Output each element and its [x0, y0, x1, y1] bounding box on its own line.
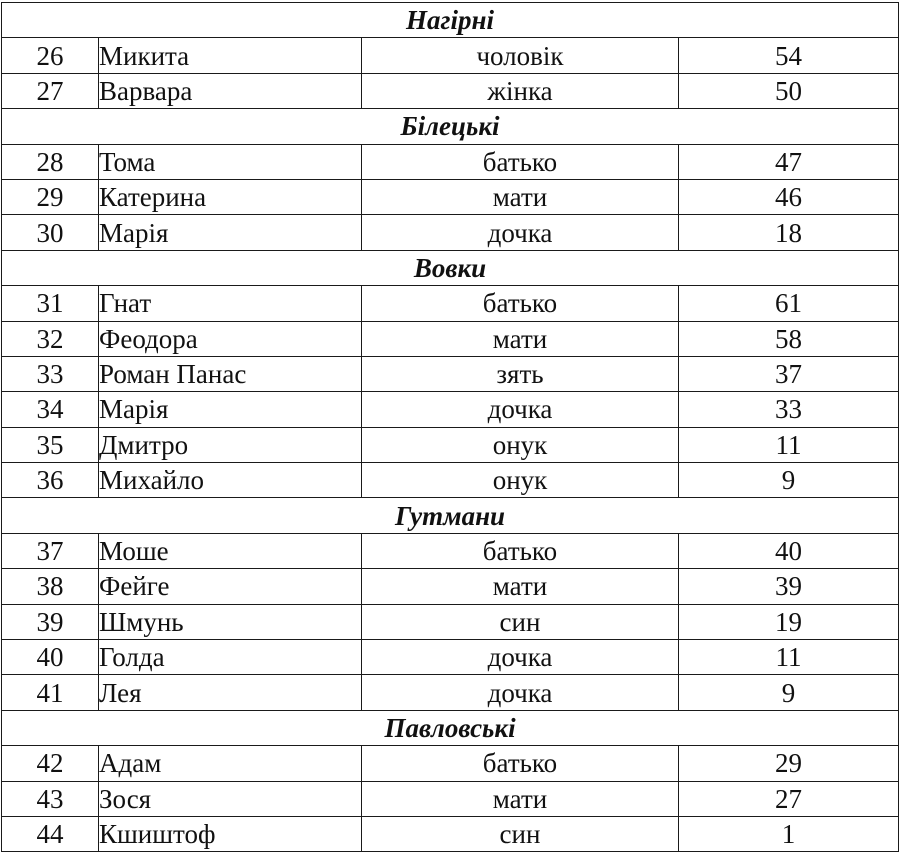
person-name: Дмитро — [99, 427, 362, 462]
row-number: 31 — [2, 286, 99, 321]
family-name: Гутмани — [2, 498, 899, 533]
table-row — [2, 73, 899, 108]
table-row — [2, 569, 899, 604]
family-role: син — [362, 816, 679, 851]
person-name: Адам — [99, 746, 362, 781]
family-role: онук — [362, 427, 679, 462]
table-row — [2, 144, 899, 179]
table-row — [2, 392, 899, 427]
row-number: 26 — [2, 38, 99, 73]
person-name: Тома — [99, 144, 362, 179]
table-row — [2, 179, 899, 214]
table-row — [2, 356, 899, 391]
row-number: 39 — [2, 604, 99, 639]
family-role: батько — [362, 746, 679, 781]
person-name: Зося — [99, 781, 362, 816]
household-table — [1, 2, 899, 852]
person-age: 40 — [679, 533, 899, 568]
person-name: Катерина — [99, 179, 362, 214]
family-name: Нагірні — [2, 3, 899, 38]
person-age: 46 — [679, 179, 899, 214]
table-row — [2, 640, 899, 675]
family-role: дочка — [362, 640, 679, 675]
row-number: 35 — [2, 427, 99, 462]
row-number: 29 — [2, 179, 99, 214]
table-row — [2, 427, 899, 462]
family-header-row — [2, 498, 899, 533]
person-name: Микита — [99, 38, 362, 73]
person-name: Варвара — [99, 73, 362, 108]
row-number: 43 — [2, 781, 99, 816]
family-header-row — [2, 250, 899, 285]
person-name: Фейге — [99, 569, 362, 604]
family-role: жінка — [362, 73, 679, 108]
family-role: мати — [362, 569, 679, 604]
table-row — [2, 781, 899, 816]
family-name: Павловські — [2, 710, 899, 745]
person-name: Гнат — [99, 286, 362, 321]
family-role: зять — [362, 356, 679, 391]
person-name: Феодора — [99, 321, 362, 356]
table-row — [2, 286, 899, 321]
person-name: Лея — [99, 675, 362, 710]
person-age: 9 — [679, 675, 899, 710]
family-role: мати — [362, 179, 679, 214]
row-number: 30 — [2, 215, 99, 250]
family-role: чоловік — [362, 38, 679, 73]
person-age: 27 — [679, 781, 899, 816]
person-age: 11 — [679, 427, 899, 462]
row-number: 40 — [2, 640, 99, 675]
row-number: 42 — [2, 746, 99, 781]
table-row — [2, 746, 899, 781]
person-name: Шмунь — [99, 604, 362, 639]
family-role: дочка — [362, 215, 679, 250]
person-age: 1 — [679, 816, 899, 851]
family-role: батько — [362, 286, 679, 321]
person-age: 47 — [679, 144, 899, 179]
row-number: 33 — [2, 356, 99, 391]
person-age: 33 — [679, 392, 899, 427]
family-name: Білецькі — [2, 109, 899, 144]
table-row — [2, 533, 899, 568]
row-number: 34 — [2, 392, 99, 427]
household-table-body — [2, 3, 899, 852]
row-number: 37 — [2, 533, 99, 568]
table-row — [2, 38, 899, 73]
person-age: 37 — [679, 356, 899, 391]
person-age: 11 — [679, 640, 899, 675]
person-age: 61 — [679, 286, 899, 321]
family-header-row — [2, 109, 899, 144]
row-number: 32 — [2, 321, 99, 356]
person-name: Голда — [99, 640, 362, 675]
person-name: Марія — [99, 392, 362, 427]
family-role: онук — [362, 463, 679, 498]
person-age: 39 — [679, 569, 899, 604]
family-role: батько — [362, 533, 679, 568]
row-number: 38 — [2, 569, 99, 604]
person-name: Кшиштоф — [99, 816, 362, 851]
family-role: дочка — [362, 675, 679, 710]
person-age: 19 — [679, 604, 899, 639]
row-number: 41 — [2, 675, 99, 710]
person-age: 29 — [679, 746, 899, 781]
person-age: 50 — [679, 73, 899, 108]
row-number: 28 — [2, 144, 99, 179]
person-age: 9 — [679, 463, 899, 498]
row-number: 44 — [2, 816, 99, 851]
table-row — [2, 463, 899, 498]
family-role: мати — [362, 781, 679, 816]
person-name: Моше — [99, 533, 362, 568]
family-role: мати — [362, 321, 679, 356]
row-number: 27 — [2, 73, 99, 108]
table-row — [2, 215, 899, 250]
family-header-row — [2, 3, 899, 38]
person-age: 54 — [679, 38, 899, 73]
family-role: дочка — [362, 392, 679, 427]
person-name: Марія — [99, 215, 362, 250]
person-name: Роман Панас — [99, 356, 362, 391]
table-row — [2, 675, 899, 710]
row-number: 36 — [2, 463, 99, 498]
family-role: батько — [362, 144, 679, 179]
person-age: 58 — [679, 321, 899, 356]
person-age: 18 — [679, 215, 899, 250]
family-header-row — [2, 710, 899, 745]
person-name: Михайло — [99, 463, 362, 498]
family-name: Вовки — [2, 250, 899, 285]
table-row — [2, 604, 899, 639]
family-role: син — [362, 604, 679, 639]
table-row — [2, 321, 899, 356]
table-row — [2, 816, 899, 851]
